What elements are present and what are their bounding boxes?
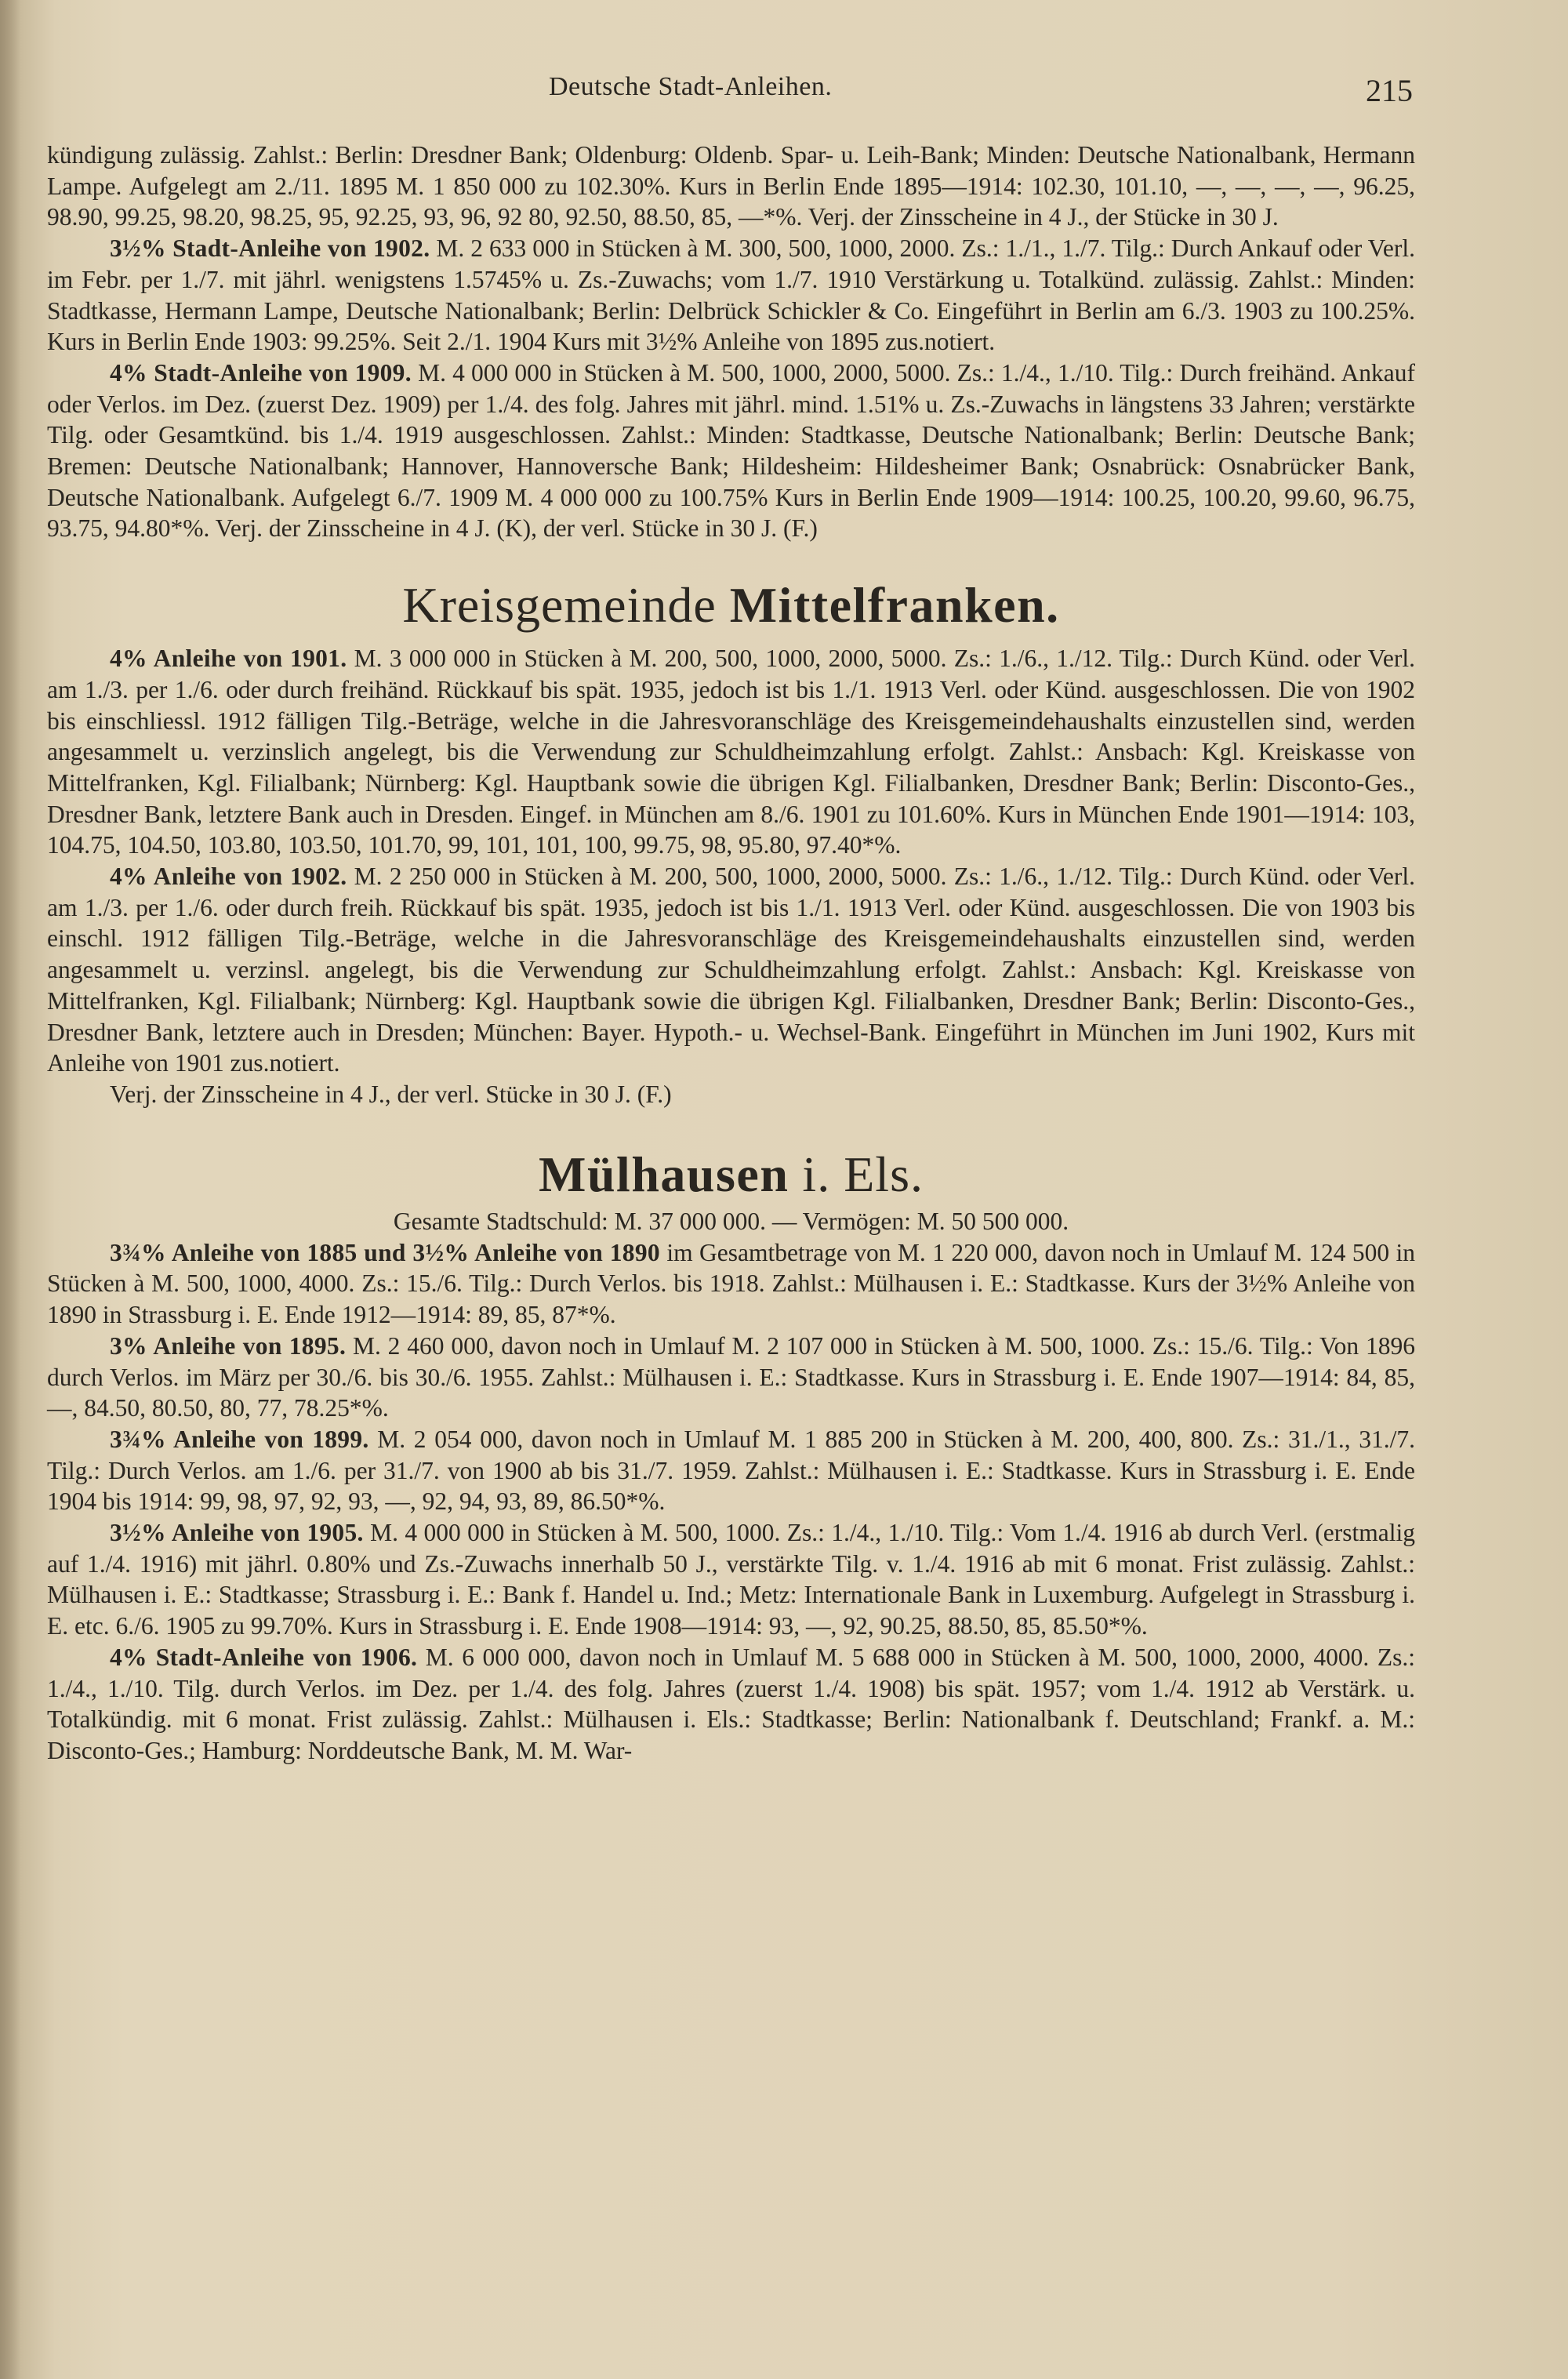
paragraph-mittelfranken-verjaehrung: Verj. der Zinsscheine in 4 J., der verl. Stücke in 30 J. (F.) (110, 1080, 672, 1108)
paragraph-muelhausen-1906 (47, 1642, 1415, 1767)
paragraph-mittelfranken-1902 (47, 861, 1415, 1079)
running-title: Deutsche Stadt-Anleihen. (549, 72, 833, 101)
paragraph-muelhausen-1905 (47, 1517, 1415, 1642)
paragraph-minden-1909 (47, 358, 1415, 544)
issue-heading: 3¾% Anleihe von 1899. (110, 1425, 369, 1453)
issue-details: M. 2 460 000, davon noch in Umlauf M. 2 107 000 in Stücken à M. 500, 1000. Zs.: 15./6. Tilg.: Von 1896 durch Verlos. im März per 30./6. bis 30./6. 1955. Zahlst.: Mülhausen i. E.: Stadtkasse. Kurs in Strassburg i. E. Ende 1907—1914: 84, 85, —, 84.50, 80.50, 80, 77, 78.25*%. (47, 1331, 1415, 1422)
issue-details: M. 4 000 000 in Stücken à M. 500, 1000. Zs.: 1./4., 1./10. Tilg.: Vom 1./4. 1916 ab durch Verl. (erstmalig auf 1./4. 1916) mit jährl. 0.80% und Zs.-Zuwachs innerhalb 50 J., verstärkte Tilg. v. 1./4. 1916 ab mit 6 monat. Frist zulässig. Zahlst.: Mülhausen i. E.: Stadtkasse; Strassburg i. E.: Bank f. Handel u. Ind.; Metz: Internationale Bank in Luxemburg. Aufgelegt in Strassburg i. E. etc. 6./6. 1905 zu 99.70%. Kurs in Strassburg i. E. Ende 1908—1914: 93, —, 92, 90.25, 88.50, 85, 85.50*%. (47, 1519, 1415, 1640)
issue-heading: 4% Stadt-Anleihe von 1909. (110, 358, 412, 387)
paragraph-muelhausen-1899 (47, 1424, 1415, 1517)
paragraph-mittelfranken-1901 (47, 643, 1415, 861)
issue-details: M. 2 250 000 in Stücken à M. 200, 500, 1000, 2000, 5000. Zs.: 1./6., 1./12. Tilg.: Durch Künd. oder Verl. am 1./3. per 1./6. oder durch freih. Rückkauf bis spät. 1935, jedoch ist bis 1./1. 1913 Verl. oder Künd. ausgeschlossen. Die von 1903 bis einschl. 1912 fälligen Tilg.-Beträge, welche in die Jahresvoranschläge des Kreisgemeindehaushalts einzustellen sind, werden angesammelt u. verzinsl. angelegt, bis die Verwendung zur Schuldheimzahlung erfolgt. Zahlst.: Ansbach: Kgl. Kreiskasse von Mittelfranken, Kgl. Filialbank; Nürnberg: Kgl. Hauptbank sowie die übrigen Kgl. Filialbanken, Dresdner Bank; Berlin: Disconto-Ges., Dresdner Bank, letztere auch in Dresden; München: Bayer. Hypoth.- u. Wechsel-Bank. Eingeführt in München im Juni 1902, Kurs mit Anleihe von 1901 zus.notiert. (47, 863, 1415, 1077)
page-number: 215 (1366, 73, 1413, 108)
section-title-main: Mülhausen (539, 1146, 789, 1202)
paragraph-muelhausen-1895 (47, 1331, 1415, 1424)
issue-details: M. 6 000 000, davon noch in Umlauf M. 5 688 000 in Stücken à M. 500, 1000, 2000, 4000. Zs.: 1./4., 1./10. Tilg. durch Verlos. im Dez. per 1./4. des folg. Jahres (zuerst 1./4. 1908) bis spät. 1957; vom 1./4. 1912 ab Verstärk. u. Totalkündig. mit 6 monat. Frist zulässig. Zahlst.: Mülhausen i. Els.: Stadtkasse; Berlin: Nationalbank f. Deutschland; Frankf. a. M.: Disconto-Ges.; Hamburg: Norddeutsche Bank, M. M. War- (47, 1643, 1415, 1764)
issue-heading: 3¾% Anleihe von 1885 und 3½% Anleihe von 1890 (110, 1238, 660, 1266)
issue-details: im Gesamtbetrage von M. 1 220 000, davon noch in Umlauf M. 124 500 in Stücken à M. 500, 1000, 4000. Zs.: 15./6. Tilg.: Durch Verlos. bis 1918. Zahlst.: Mülhausen i. E.: Stadtkasse. Kurs der 3½% Anleihe von 1890 in Strassburg i. E. Ende 1912—1914: 89, 85, 87*%. (47, 1238, 1415, 1329)
page-header (0, 72, 1568, 119)
paragraph-muelhausen-1885-1890 (47, 1237, 1415, 1331)
issue-details: M. 4 000 000 in Stücken à M. 500, 1000, 2000, 5000. Zs.: 1./4., 1./10. Tilg.: Durch freihänd. Ankauf oder Verlos. im Dez. (zuerst Dez. 1909) per 1./4. des folg. Jahres mit jährl. mind. 1.51% u. Zs.-Zuwachs in längstens 33 Jahren; verstärkte Tilg. oder Gesamtkünd. bis 1./4. 1919 ausgeschlossen. Zahlst.: Minden: Stadtkasse, Deutsche Nationalbank; Berlin: Deutsche Bank; Bremen: Deutsche Nationalbank; Hannover, Hannoversche Bank; Hildesheim: Hildesheimer Bank; Osnabrück: Osnabrücker Bank, Deutsche Nationalbank. Aufgelegt 6./7. 1909 M. 4 000 000 zu 100.75% Kurs in Berlin Ende 1909—1914: 100.25, 100.20, 99.60, 96.75, 93.75, 94.80*%. Verj. der Zinsscheine in 4 J. (K), der verl. Stücke in 30 J. (F.) (47, 358, 1416, 543)
page-body (47, 140, 1415, 1767)
section-title-muelhausen (47, 1143, 1415, 1206)
section-title-suffix: i. Els. (789, 1146, 924, 1202)
issue-details: M. 2 054 000, davon noch in Umlauf M. 1 885 200 in Stücken à M. 200, 400, 800. Zs.: 31./1., 31./7. Tilg.: Durch Verlos. am 1./6. per 31./7. von 1900 ab bis 31./7. 1959. Zahlst.: Mülhausen i. E.: Stadtkasse. Kurs in Strassburg i. E. Ende 1904 bis 1914: 99, 98, 97, 92, 93, —, 92, 94, 93, 89, 86.50*%. (47, 1425, 1415, 1516)
issue-heading: 3½% Anleihe von 1905. (110, 1519, 364, 1547)
issue-heading: 4% Anleihe von 1901. (110, 645, 347, 673)
section-title-main: Mittelfranken. (729, 577, 1060, 634)
issue-heading: 3% Anleihe von 1895. (110, 1331, 347, 1360)
issue-heading: 4% Stadt-Anleihe von 1906. (110, 1643, 418, 1671)
paragraph-minden-1895-continuation: kündigung zulässig. Zahlst.: Berlin: Dresdner Bank; Oldenburg: Oldenb. Spar- u. Leih-Bank; Minden: Deutsche Nationalbank, Hermann Lampe. Aufgelegt am 2./11. 1895 M. 1 850 000 zu 102.30%. Kurs in Berlin Ende 1895—1914: 102.30, 101.10, —, —, —, —, 96.25, 98.90, 99.25, 98.20, 98.25, 95, 92.25, 93, 96, 92 80, 92.50, 88.50, 85, —*%. Verj. der Zinsscheine in 4 J., der Stücke in 30 J. (47, 141, 1415, 231)
paragraph-minden-1902 (47, 233, 1415, 358)
issue-details: M. 2 633 000 in Stücken à M. 300, 500, 1000, 2000. Zs.: 1./1., 1./7. Tilg.: Durch Ankauf oder Verl. im Febr. per 1./7. mit jährl. wenigstens 1.5745% u. Zs.-Zuwachs; vom 1./7. 1910 Verstärkung u. Totalkünd. zulässig. Zahlst.: Minden: Stadtkasse, Hermann Lampe, Deutsche Nationalbank; Berlin: Delbrück Schickler & Co. Eingeführt in Berlin am 6./3. 1903 zu 100.25%. Kurs in Berlin Ende 1903: 99.25%. Seit 2./1. 1904 Kurs mit 3½% Anleihe von 1895 zus.notiert. (47, 234, 1415, 356)
debt-summary: Gesamte Stadtschuld: M. 37 000 000. — Vermögen: M. 50 500 000. (393, 1207, 1069, 1235)
issue-heading: 3½% Stadt-Anleihe von 1902. (110, 234, 430, 263)
section-title-mittelfranken (47, 574, 1415, 637)
issue-heading: 4% Anleihe von 1902. (110, 863, 347, 891)
issue-details: M. 3 000 000 in Stücken à M. 200, 500, 1000, 2000, 5000. Zs.: 1./6., 1./12. Tilg.: Durch Künd. oder Verl. am 1./3. per 1./6. oder durch freihänd. Rückkauf bis spät. 1935, jedoch ist bis 1./1. 1913 Verl. oder Künd. ausgeschlossen. Die von 1902 bis einschliessl. 1912 fälligen Tilg.-Beträge, welche in die Jahresvoranschläge des Kreisgemeindehaushalts einzustellen sind, werden angesammelt u. verzinslich angelegt, bis die Verwendung zur Schuldheimzahlung erfolgt. Zahlst.: Ansbach: Kgl. Kreiskasse von Mittelfranken, Kgl. Filialbank; Nürnberg: Kgl. Hauptbank sowie die übrigen Kgl. Filialbanken, Dresdner Bank; Berlin: Disconto-Ges., Dresdner Bank, letztere Bank auch in Dresden. Eingef. in München am 8./6. 1901 zu 101.60%. Kurs in München Ende 1901—1914: 103, 104.75, 104.50, 103.80, 103.50, 101.70, 99, 101, 101, 100, 99.75, 98, 95.80, 97.40*%. (47, 645, 1415, 859)
binding-shadow (0, 0, 20, 2379)
section-title-prefix: Kreisgemeinde (402, 577, 730, 634)
